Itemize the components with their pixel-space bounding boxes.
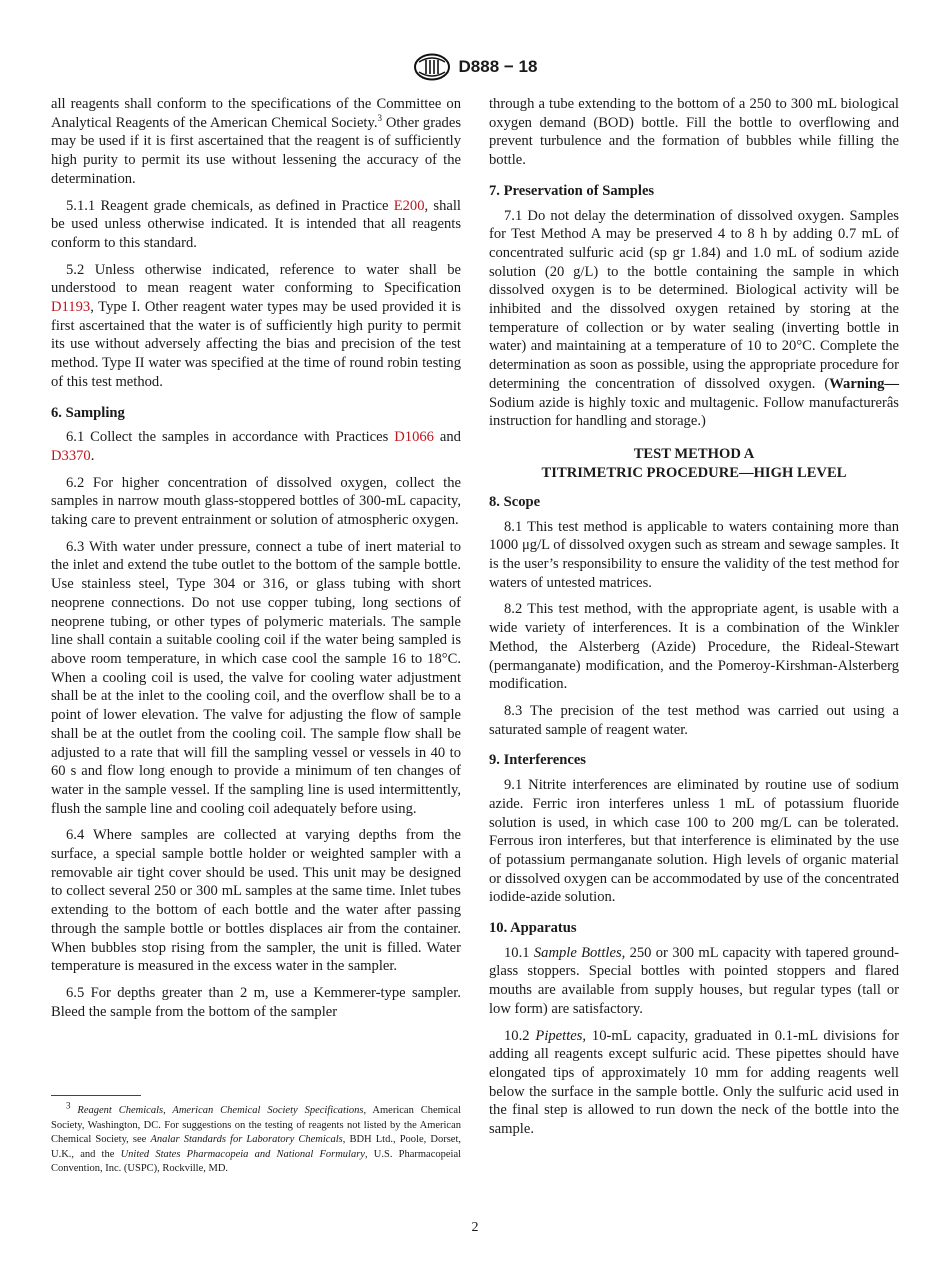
section-7-heading: 7. Preservation of Samples — [489, 182, 655, 199]
paragraph-8-1: 8.1 This test method is applicable to waters containing more than 1000 μg/L of dissolved oxygen such as stream and sewage samples. It is the user’s responsibility to ensure the validity of the test method for waters of untested matrices. — [489, 518, 899, 591]
paragraph-5-2: 5.2 Unless otherwise indicated, reference to water shall be understood to mean reagent water conforming to Specification D1193, Type I. Other reagent water types may be used provided it is first ascertained that the water is of sufficiently high purity to permit its use without adversely affecting the bias and precision of the test method. Type II water was specified at the time of round robin testing of this test method. — [51, 261, 461, 390]
footnote-ref: 3 — [377, 112, 382, 123]
paragraph-6-4: 6.4 Where samples are collected at varying depths from the surface, a special sample bottle holder or weighted sampler with a removable air tight cover should be used. This unit may be designed to collect several 250 or 300 mL samples at the same time. Inlet tubes extending to the bottom of each bottle and the water after passing through the sample bottle or bottles displaces air from the container. When bubbles stop rising from the sampler, the unit is filled. Water temperature is measured in the excess water in the sampler. — [51, 827, 461, 975]
link-d3370[interactable]: D3370 — [51, 447, 91, 464]
paragraph-5-cont: all reagents shall conform to the specifications of the Committee on Analytical Reagents of the American Chemical Society.$^3$ Other grades may be used if it is first ascertained that the reagent is of sufficiently high purity to permit its use without lessening the accuracy of the determination. — [51, 96, 461, 187]
footnote-divider — [51, 1095, 141, 1096]
page-number: 2 — [471, 1220, 479, 1235]
paragraph-10-2: 10.2 Pipettes, 10-mL capacity, graduated in 0.1-mL divisions for adding all reagents except sulfuric acid. These pipettes should have elongated tips of approximately 10 mm for adding reagents well below the surface in the sample bottle. Only the sulfuric acid used in the final step is allowed to run down the neck of the bottle into the sample. — [489, 1027, 900, 1138]
right-column — [489, 95, 899, 1147]
page-header — [0, 52, 950, 82]
paragraph-7-1: 7.1 Do not delay the determination of dissolved oxygen. Samples for Test Method A may be preserved 4 to 8 h by adding 0.7 mL of concentrated sulfuric acid (sp gr 1.84) and 1.0 mL of sodium azide solution (20 g/L) to the bottle containing the sample in which dissolved oxygen is to be determined. Biological activity will be inhibited and the dissolved oxygen retained by storing at the temperature of collection or by water sealing (inverting bottle in water) and maintaining at a temperature of 10 to 20°C. Complete the determination as soon as possible, using the appropriate procedure for determining the concentration of dissolved oxygen. (Warning—Sodium azide is highly toxic and multagenic. Follow manufacturerâs instruction for handling and storage.) — [489, 207, 899, 430]
paragraph-6-1: 6.1 Collect the samples in accordance with Practices D1066 and D3370. — [51, 429, 461, 464]
section-6-heading: 6. Sampling — [51, 404, 125, 421]
paragraph-6-5-cont: through a tube extending to the bottom of a 250 to 300 mL biological oxygen demand (BOD) bottle. Fill the bottle to overflowing and prevent turbulence and the formation of bubbles while filling the bottle. — [489, 96, 899, 169]
section-10-heading: 10. Apparatus — [489, 920, 577, 937]
footnote-3: $^3$ Reagent Chemicals, American Chemical Society Specifications, American Chemical Society, Washington, DC. For suggestions on the testing of reagents not listed by the American Chemical Society, see Analar Standards for Laboratory Chemicals, BDH Ltd., Poole, Dorset, U.K., and the United States Pharmacopeia and National Formulary, U.S. Pharmacopeial Convention, Inc. (USPC), Rockville, MD. — [51, 1100, 462, 1175]
paragraph-8-2: 8.2 This test method, with the appropriate agent, is usable with a wide variety of interferences. It is a combination of the Winkler Method, the Alsterberg (Azide) Procedure, the Rideal-Stewart (permanganate) modification, and the Pomeroy-Kirshman-Alsterberg modification. — [489, 601, 899, 693]
paragraph-6-2: 6.2 For higher concentration of dissolved oxygen, collect the samples in narrow mouth glass-stoppered bottles of 300-mL capacity, taking care to prevent entrainment or solution of atmospheric oxygen. — [51, 474, 461, 529]
section-9-heading: 9. Interferences — [489, 752, 586, 769]
link-d1066[interactable]: D1066 — [394, 429, 434, 446]
paragraph-6-3: 6.3 With water under pressure, connect a tube of inert material to the inlet and extend the tube outlet to the bottom of the sample bottle. Use stainless steel, Type 304 or 316, or glass tubing with short neoprene connections. Do not use copper tubing, long sections of neoprene tubing, or other types of polymeric materials. The sample line shall contain a suitable cooling coil if the water being sampled is above room temperature, in which case cool the sample 16 to 18°C. When a cooling coil is used, the valve for cooling water adjustment shall be at the inlet to the cooling coil, and the overflow shall be to a point of lower elevation. The valve for adjusting the flow of sample shall be at the outlet from the cooling coil. The sample flow shall be adjusted to a rate that will fill the sampling vessel or vessels in 40 to 60 s and flow long enough to provide a minimum of ten changes of water in the sample vessel. If the sampling line is used intermittently, flush the sample line and cooling coil adequately before using. — [51, 538, 461, 817]
link-e200[interactable]: E200 — [393, 197, 425, 214]
warning-label: Warning— — [829, 375, 899, 392]
link-d1193[interactable]: D1193 — [51, 299, 91, 316]
test-method-a-title: TEST METHOD A TITRIMETRIC PROCEDURE—HIGH LEVEL — [541, 445, 847, 481]
section-8-heading: 8. Scope — [489, 493, 541, 510]
paragraph-6-5: 6.5 For depths greater than 2 m, use a Kemmerer-type sampler. Bleed the sample from the bottom of the sampler — [51, 984, 461, 1020]
paragraph-8-3: 8.3 The precision of the test method was carried out using a saturated sample of reagent water. — [489, 702, 899, 738]
paragraph-5-1-1: 5.1.1 Reagent grade chemicals, as defined in Practice E200, shall be used unless otherwise indicated. It is intended that all reagents conform to this standard. — [51, 197, 461, 251]
paragraph-10-1: 10.1 Sample Bottles, 250 or 300 mL capacity with tapered ground-glass stoppers. Special bottles with pointed stoppers and flared mouths are available from supply houses, but regular types (tall or low form) are satisfactory. — [489, 944, 899, 1017]
document-id: D888 − 18 — [458, 57, 538, 76]
left-column — [51, 95, 461, 1029]
astm-logo-icon — [413, 53, 451, 81]
paragraph-9-1: 9.1 Nitrite interferences are eliminated by routine use of sodium azide. Ferric iron interferes unless 1 mL of potassium fluoride solution is used, in which case 100 to 200 mg/L can be tolerated. Ferrous iron interferes, but that interference is eliminated by the use of potassium permanganate solution. High levels of organic material or dissolved oxygen can be accommodated by use of the concentrated iodide-azide solution. — [489, 777, 899, 906]
